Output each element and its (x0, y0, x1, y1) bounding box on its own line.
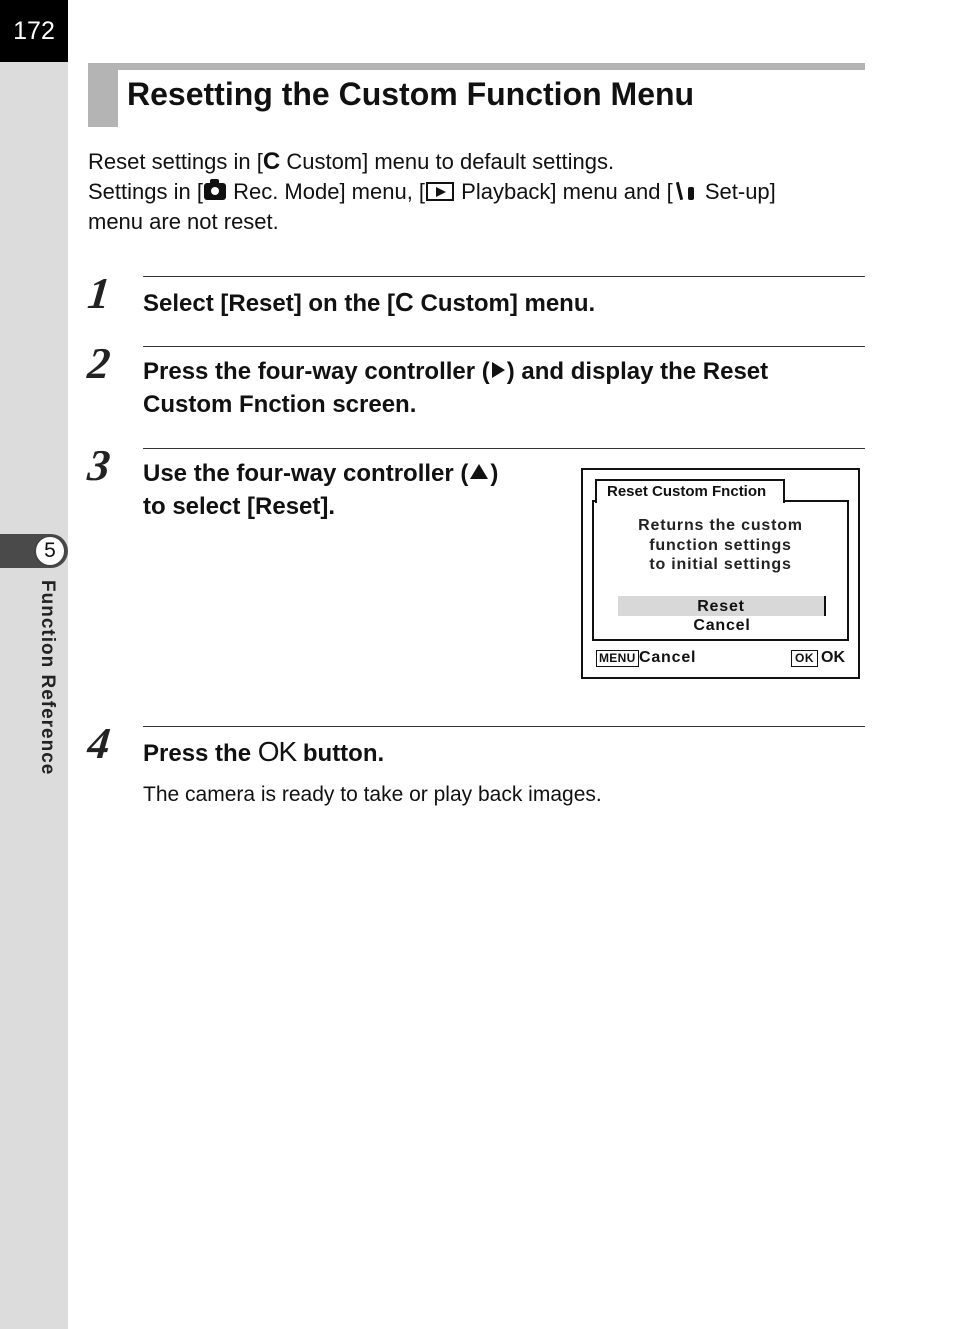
intro-line-1 (88, 147, 868, 177)
right-triangle-icon (492, 362, 505, 378)
screen-message-line: function settings (649, 536, 792, 554)
step-3-line-2: to select [Reset]. (143, 493, 336, 520)
reset-option[interactable]: Reset (618, 596, 826, 616)
ok-key-icon: OK (791, 650, 818, 667)
page-title: Resetting the Custom Function Menu (127, 76, 695, 112)
step-rule (143, 448, 865, 449)
step-rule (143, 346, 865, 347)
camera-screen (581, 468, 860, 679)
intro-text: Custom] menu to default settings. (280, 149, 615, 174)
screen-message-line: to initial settings (649, 556, 792, 573)
step-number: 4 (85, 719, 113, 768)
menu-cancel-label: Cancel (639, 649, 697, 666)
step-2-line-1 (143, 355, 768, 388)
intro-text: Reset settings in [ (88, 149, 263, 174)
step-text-part: Use the four-way controller ( (143, 460, 469, 487)
intro-line-2 (88, 177, 868, 207)
intro-text: Settings in [ (88, 179, 203, 204)
ok-label: OK (821, 649, 845, 666)
step-3-line-1 (143, 457, 498, 490)
step-4-result: The camera is ready to take or play back images. (143, 783, 602, 806)
setup-tool-icon (674, 181, 698, 201)
screen-message-line: Returns the custom (638, 517, 803, 534)
camera-icon (204, 183, 226, 200)
custom-c-icon: C (262, 148, 281, 175)
cancel-option[interactable]: Cancel (693, 617, 751, 634)
step-number: 1 (85, 269, 113, 318)
intro-text: Rec. Mode] menu, [ (226, 179, 426, 204)
step-number: 3 (85, 441, 113, 490)
step-text-part: ) (490, 460, 499, 487)
screen-message (592, 516, 849, 575)
step-text-part: button. (296, 740, 385, 767)
step-2-line-2: Custom Fnction screen. (143, 391, 417, 418)
page-number: 172 (0, 0, 68, 62)
screen-tab-title: Reset Custom Fnction (595, 479, 785, 503)
step-text-part: Custom] menu. (413, 290, 596, 317)
step-text-part: Press the four-way controller ( (143, 358, 490, 385)
step-4-text (143, 735, 384, 770)
step-rule (143, 276, 865, 277)
intro-paragraph (88, 147, 868, 237)
step-3-text (143, 457, 498, 523)
intro-text: Playback] menu and [ (455, 179, 673, 204)
step-text-part: ) and display the Reset (506, 358, 769, 385)
step-2-text (143, 355, 768, 421)
menu-key-icon: MENU (596, 650, 639, 667)
chapter-number: 5 (34, 535, 66, 567)
playback-icon (426, 182, 454, 201)
step-text-part: Select [Reset] on the [ (143, 290, 396, 317)
step-number: 2 (85, 339, 113, 388)
step-1-text (143, 286, 595, 320)
ok-button-icon: OK (257, 736, 297, 767)
custom-c-icon: C (395, 287, 414, 317)
intro-line-3: menu are not reset. (88, 209, 279, 234)
chapter-label: Function Reference (37, 580, 58, 776)
intro-text: Set-up] (698, 179, 776, 204)
step-text-part: Press the (143, 740, 258, 767)
title-rule (88, 63, 865, 70)
title-marker (88, 63, 118, 127)
step-rule (143, 726, 865, 727)
up-triangle-icon (470, 464, 488, 479)
